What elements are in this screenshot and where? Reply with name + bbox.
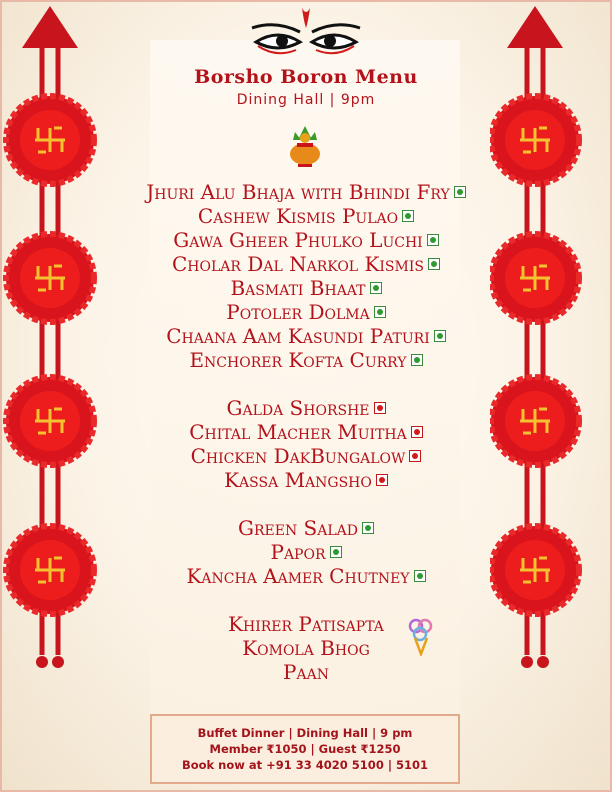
menu-item: Green Salad xyxy=(0,516,612,540)
menu-subtitle: Dining Hall | 9pm xyxy=(236,92,376,108)
veg-mark-icon xyxy=(370,282,382,294)
menu-item: Paan xyxy=(283,660,329,684)
menu-item: Chicken DakBungalow xyxy=(0,444,612,468)
booking-phone[interactable]: Book now at +91 33 4020 5100 | 5101 xyxy=(181,758,429,772)
veg-mark-icon xyxy=(428,258,440,270)
menu-item: Galda Shorshe xyxy=(0,396,612,420)
menu-item: Basmati Bhaat xyxy=(0,276,612,300)
veg-mark-icon xyxy=(434,330,446,342)
veg-mark-icon xyxy=(362,522,374,534)
veg-mark-icon xyxy=(402,210,414,222)
booking-info-box xyxy=(150,714,460,784)
garland-medallion-1 xyxy=(491,96,579,184)
veg-mark-icon xyxy=(454,186,466,198)
non-veg-mark-icon xyxy=(374,402,386,414)
menu-title: Borsho Boron Menu xyxy=(194,66,418,88)
menu-item: Cholar Dal Narkol Kismis xyxy=(0,252,612,276)
menu-item: Kassa Mangsho xyxy=(0,468,612,492)
durga-eyes-logo xyxy=(246,6,366,66)
menu-item: Chaana Aam Kasundi Paturi xyxy=(0,324,612,348)
menu-item: Potoler Dolma xyxy=(0,300,612,324)
price-info: Member ₹1050 | Guest ₹1250 xyxy=(209,742,401,756)
veg-mark-icon xyxy=(411,354,423,366)
menu-item: Komola Bhog xyxy=(242,636,370,660)
menu-item: Gawa Gheer Phulko Luchi xyxy=(0,228,612,252)
menu-item: Papor xyxy=(0,540,612,564)
garland-medallion-1 xyxy=(6,96,94,184)
kalash-icon xyxy=(285,124,325,168)
non-veg-mark-icon xyxy=(409,450,421,462)
arrow-top-icon xyxy=(507,6,563,48)
veg-mark-icon xyxy=(330,546,342,558)
veg-mark-icon xyxy=(374,306,386,318)
menu-item: Cashew Kismis Pulao xyxy=(0,204,612,228)
menu-item: Kancha Aamer Chutney xyxy=(0,564,612,588)
menu-item: Jhuri Alu Bhaja with Bhindi Fry xyxy=(0,180,612,204)
menu-item: Khirer Patisapta xyxy=(228,612,384,636)
menu-item: Chital Macher Muitha xyxy=(0,420,612,444)
buffet-info: Buffet Dinner | Dining Hall | 9 pm xyxy=(197,726,413,740)
non-veg-mark-icon xyxy=(411,426,423,438)
veg-mark-icon xyxy=(414,570,426,582)
menu-item: Enchorer Kofta Curry xyxy=(0,348,612,372)
dessert-icon xyxy=(408,616,434,656)
non-veg-mark-icon xyxy=(376,474,388,486)
veg-mark-icon xyxy=(427,234,439,246)
arrow-top-icon xyxy=(22,6,78,48)
